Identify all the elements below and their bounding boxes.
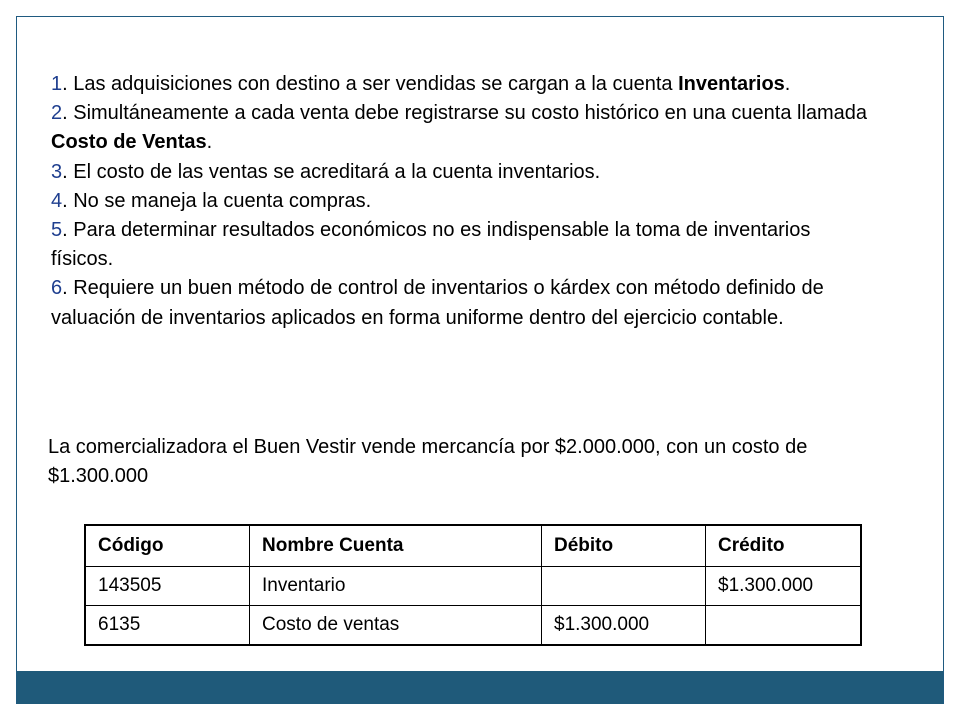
rule-number: 2	[51, 102, 63, 125]
rule-number: 4	[51, 189, 63, 212]
journal-entry-table	[84, 524, 862, 646]
table-row	[85, 606, 861, 646]
rule-bold-term: Inventarios	[678, 73, 785, 95]
cell-account-name: Costo de ventas	[250, 606, 542, 646]
rule-item-3	[51, 158, 871, 187]
rule-number: 5	[51, 219, 63, 242]
table-row	[85, 567, 861, 606]
rule-item-5	[51, 216, 871, 274]
example-paragraph: La comercializadora el Buen Vestir vende mercancía por $2.000.000, con un costo de $1.300.000	[48, 436, 808, 487]
rule-number: 1	[51, 73, 63, 95]
rule-text: . Las adquisiciones con destino a ser vendidas se cargan a la cuenta	[62, 73, 679, 95]
header-credit: Crédito	[706, 525, 862, 567]
header-account-name: Nombre Cuenta	[250, 525, 542, 567]
rule-number: 6	[51, 277, 63, 300]
rule-text: . Para determinar resultados económicos no es indispensable la toma de inventarios físicos.	[51, 219, 811, 271]
rule-text-end: .	[784, 73, 791, 95]
footer-bar	[17, 671, 943, 704]
header-debit: Débito	[542, 525, 706, 567]
cell-debit: $1.300.000	[542, 606, 706, 646]
rule-item-2	[51, 99, 871, 157]
rule-text: . Simultáneamente a cada venta debe registrarse su costo histórico en una cuenta llamada	[62, 102, 868, 125]
cell-credit	[706, 606, 862, 646]
rule-bold-term: Costo de Ventas	[51, 131, 207, 154]
rule-text: . El costo de las ventas se acreditará a la cuenta inventarios.	[62, 160, 601, 183]
cell-code: 6135	[85, 606, 250, 646]
rule-number: 3	[51, 160, 63, 183]
cell-account-name: Inventario	[250, 567, 542, 606]
cell-debit	[542, 567, 706, 606]
rule-text: . No se maneja la cuenta compras.	[62, 189, 372, 212]
rule-item-6	[51, 274, 871, 332]
rules-list	[51, 70, 871, 333]
rule-item-1	[51, 70, 871, 99]
rule-text: . Requiere un buen método de control de inventarios o kárdex con método definido de valuación de inventarios aplicados en forma uniforme dentro del ejercicio contable.	[51, 277, 824, 329]
cell-credit: $1.300.000	[706, 567, 862, 606]
cell-code: 143505	[85, 567, 250, 606]
table-header-row	[85, 525, 861, 567]
rule-text-end: .	[206, 131, 213, 154]
rule-item-4	[51, 187, 871, 216]
header-code: Código	[85, 525, 250, 567]
